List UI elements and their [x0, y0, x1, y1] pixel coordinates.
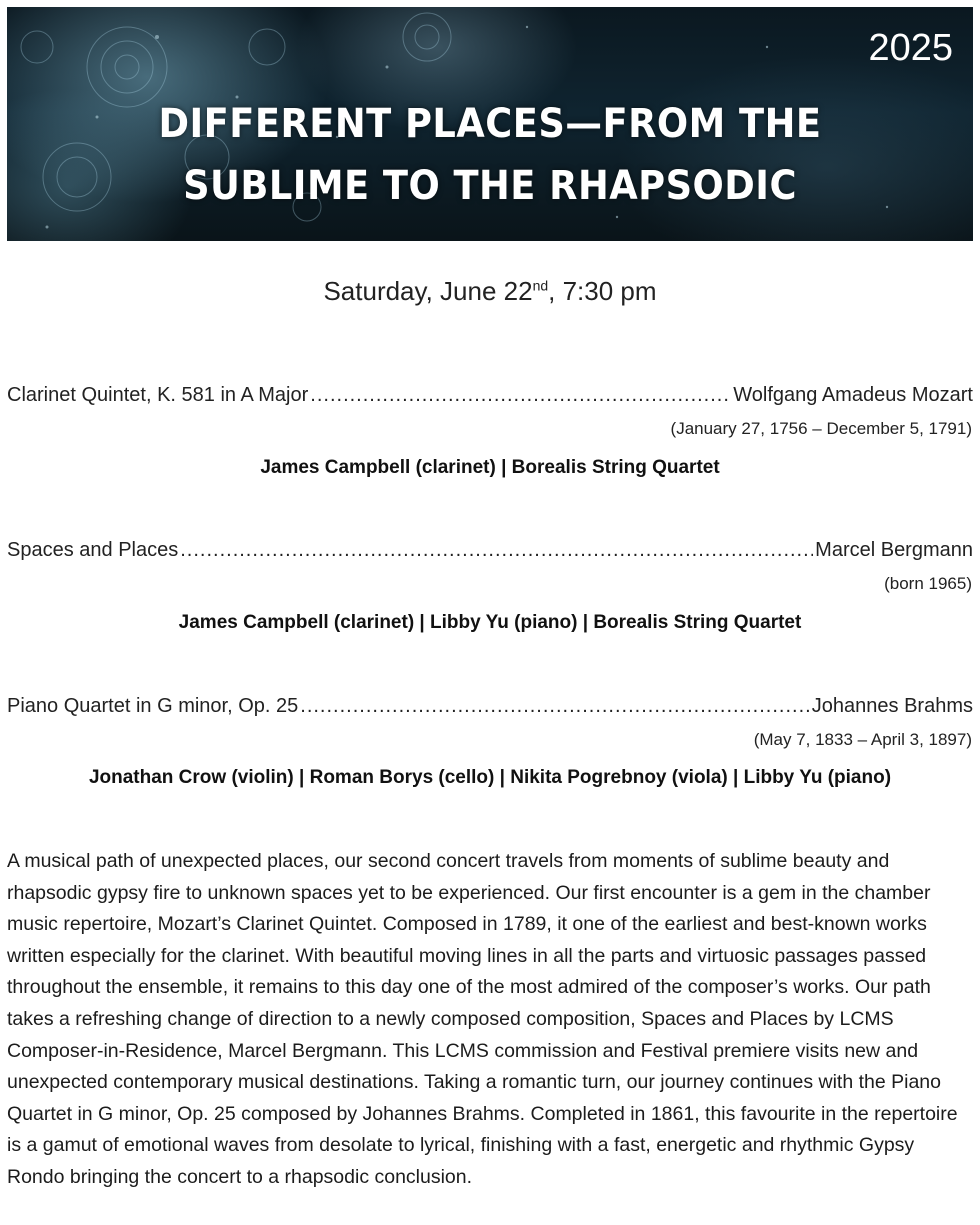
- dot-leader: [300, 695, 810, 718]
- composer-name: Johannes Brahms: [811, 695, 973, 717]
- composer-dates: (May 7, 1833 – April 3, 1897): [753, 730, 972, 749]
- dot-leader: [310, 384, 731, 407]
- piece-title: Piano Quartet in G minor, Op. 25: [7, 695, 299, 717]
- composer-name: Wolfgang Amadeus Mozart: [733, 384, 973, 406]
- performers-line: James Campbell (clarinet) | Libby Yu (piano) | Borealis String Quartet: [178, 612, 802, 633]
- date-prefix: Saturday, June 22: [323, 276, 533, 306]
- composer-dates: (born 1965): [884, 574, 972, 593]
- concert-title-line-2: SUBLIME TO THE RHAPSODIC: [183, 163, 797, 209]
- performers-line: James Campbell (clarinet) | Borealis String Quartet: [260, 457, 720, 478]
- dot-leader: [180, 539, 813, 562]
- program-item: [7, 695, 973, 718]
- piece-title: Spaces and Places: [7, 539, 179, 561]
- year-label: 2025: [868, 27, 953, 69]
- date-ordinal-suffix: nd: [532, 277, 549, 294]
- concert-description: A musical path of unexpected places, our second concert travels from moments of sublime beauty and rhapsodic gypsy fire to unknown spaces yet to be experienced. Our first encounter is a gem in the chamber music repertoire, Mozart’s Clarinet Quintet. Composed in 1789, it one of the earliest and best-known works written especially for the clarinet. With beautiful moving lines in all the parts and virtuosic passages passed throughout the ensemble, it remains to this day one of the most admired of the composer’s works. Our path takes a refreshing change of direction to a newly composed composition, Spaces and Places by LCMS Composer-in-Residence, Marcel Bergmann. This LCMS commission and Festival premiere visits new and unexpected contemporary musical destinations. Taking a romantic turn, our journey continues with the Piano Quartet in G minor, Op. 25 composed by Johannes Brahms. Completed in 1861, this favourite in the repertoire is a gamut of emotional waves from desolate to lyrical, finishing with a fast, energetic and rhythmic Gypsy Rondo bringing the concert to a rhapsodic conclusion.: [7, 850, 958, 1188]
- concert-title-line-1: DIFFERENT PLACES—FROM THE: [158, 101, 822, 147]
- performers-line: Jonathan Crow (violin) | Roman Borys (cello) | Nikita Pogrebnoy (viola) | Libby Yu (piano): [88, 767, 892, 788]
- concert-title: [46, 93, 935, 217]
- program-item: [7, 384, 973, 407]
- header-banner: [7, 7, 973, 241]
- date-time: , 7:30 pm: [548, 276, 657, 306]
- piece-title: Clarinet Quintet, K. 581 in A Major: [7, 384, 309, 406]
- program-item: [7, 539, 973, 562]
- concert-date: [0, 276, 980, 307]
- composer-name: Marcel Bergmann: [815, 539, 973, 561]
- composer-dates: (January 27, 1756 – December 5, 1791): [670, 419, 972, 438]
